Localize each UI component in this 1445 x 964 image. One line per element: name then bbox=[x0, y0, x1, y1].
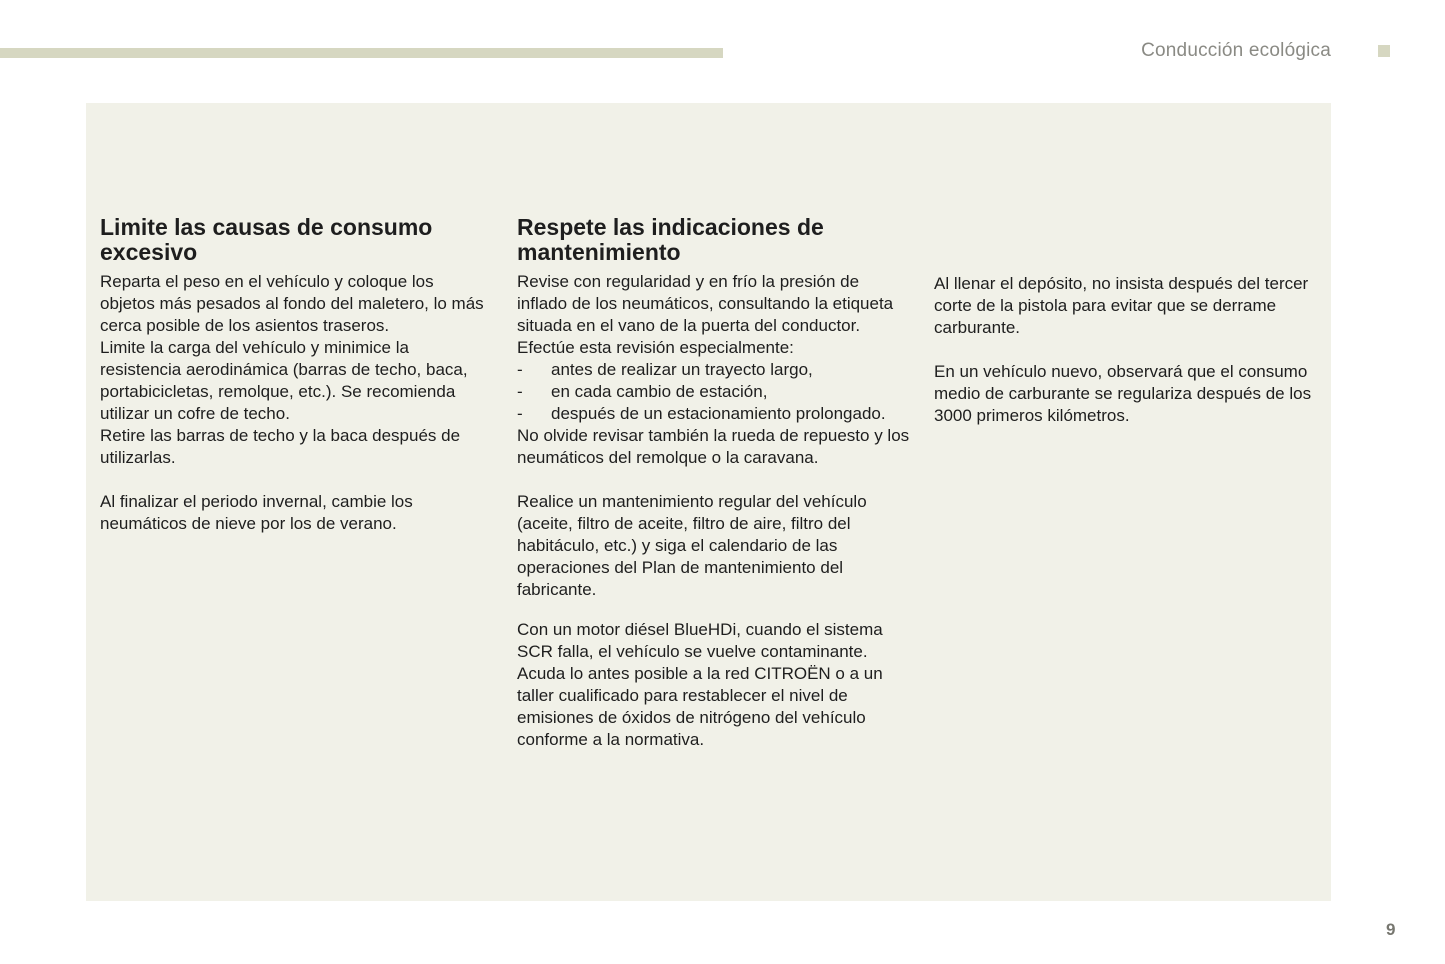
page-number: 9 bbox=[1386, 920, 1396, 939]
dash-marker: - bbox=[517, 360, 523, 379]
column-maintenance bbox=[517, 215, 912, 751]
paragraph: No olvide revisar también la rueda de repuesto y los neumáticos del remolque o la caravana. bbox=[517, 426, 910, 467]
chapter-title: Conducción ecológica bbox=[1141, 40, 1331, 61]
header-rule bbox=[0, 48, 723, 58]
list-item: - antes de realizar un trayecto largo, bbox=[517, 360, 813, 379]
heading-consumption: Limite las causas de consumo excesivo bbox=[100, 214, 433, 265]
paragraph: Realice un mantenimiento regular del vehículo (aceite, filtro de aceite, filtro de aire, filtro del habitáculo, etc.) y siga el calendario de las operaciones del Plan de mantenimiento del fabricante. bbox=[517, 492, 867, 599]
dash-marker: - bbox=[517, 404, 523, 423]
chapter-marker-icon bbox=[1378, 45, 1390, 57]
check-list bbox=[517, 359, 912, 425]
paragraph: Con un motor diésel BlueHDi, cuando el sistema SCR falla, el vehículo se vuelve contaminante. Acuda lo antes posible a la red CITROËN o a un taller cualificado para restablecer el nivel de emisiones de óxidos de nitrógeno del vehículo conforme a la normativa. bbox=[517, 620, 883, 749]
content-panel bbox=[86, 103, 1331, 901]
paragraph: Revise con regularidad y en frío la presión de inflado de los neumáticos, consultando la etiqueta situada en el vano de la puerta del conductor. bbox=[517, 272, 894, 335]
list-item: - en cada cambio de estación, bbox=[517, 382, 768, 401]
dash-marker: - bbox=[517, 382, 523, 401]
heading-maintenance: Respete las indicaciones de mantenimiento bbox=[517, 214, 824, 265]
paragraph: Al llenar el depósito, no insista después del tercer corte de la pistola para evitar que se derrame carburante. bbox=[934, 274, 1309, 337]
column-consumption bbox=[100, 215, 490, 535]
paragraph: Al finalizar el periodo invernal, cambie los neumáticos de nieve por los de verano. bbox=[100, 492, 413, 533]
column-refuel bbox=[934, 273, 1314, 427]
paragraph: Limite la carga del vehículo y minimice la resistencia aerodinámica (barras de techo, baca, portabicicletas, remolque, etc.). Se recomienda utilizar un cofre de techo. bbox=[100, 338, 468, 423]
paragraph: Efectúe esta revisión especialmente: bbox=[517, 338, 794, 357]
paragraph: Retire las barras de techo y la baca después de utilizarlas. bbox=[100, 426, 461, 467]
paragraph: En un vehículo nuevo, observará que el consumo medio de carburante se regulariza después de los 3000 primeros kilómetros. bbox=[934, 362, 1312, 425]
paragraph: Reparta el peso en el vehículo y coloque los objetos más pesados al fondo del maletero, lo más cerca posible de los asientos traseros. bbox=[100, 272, 484, 335]
list-item: - después de un estacionamiento prolongado. bbox=[517, 404, 886, 423]
